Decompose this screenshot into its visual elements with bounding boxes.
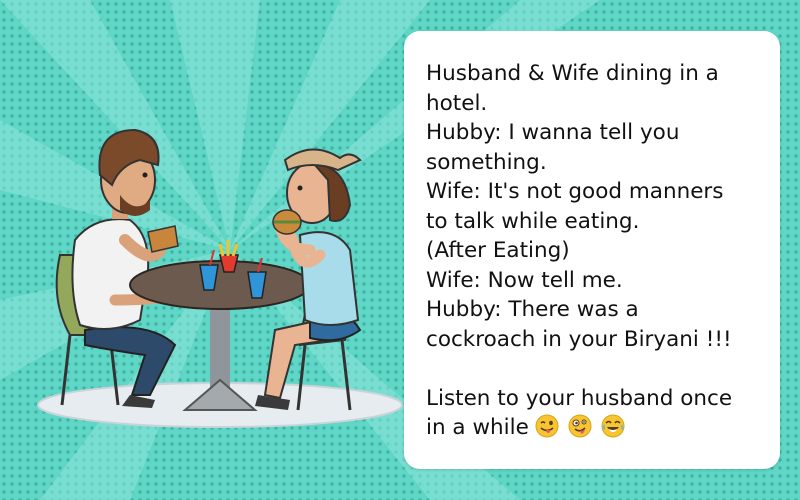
closing-tail-text: in a while <box>426 415 529 440</box>
story-line: Hubby: I wanna tell you <box>426 120 680 145</box>
story-line: Hubby: There was a <box>426 297 639 322</box>
story-line: Wife: It's not good manners <box>426 179 724 204</box>
story-line: to talk while eating. <box>426 208 640 234</box>
zany-face-icon <box>568 414 592 438</box>
story-line: hotel. <box>426 90 488 116</box>
closing-line-tail <box>426 413 766 447</box>
face-with-tears-of-joy-icon <box>601 414 625 438</box>
joke-text <box>426 59 766 447</box>
story-line: Wife: Now tell me. <box>426 267 623 293</box>
joke-card <box>404 31 780 469</box>
winking-face-with-tongue-icon <box>535 414 559 438</box>
story-line: Husband & Wife dining in a <box>426 61 719 86</box>
story-line: (After Eating) <box>426 238 570 263</box>
emoji-row <box>535 414 627 447</box>
closing-line: Listen to your husband once <box>426 385 733 411</box>
story-line: something. <box>426 149 547 175</box>
story-line: cockroach in your Biryani !!! <box>426 326 732 352</box>
blank-line <box>426 354 766 384</box>
